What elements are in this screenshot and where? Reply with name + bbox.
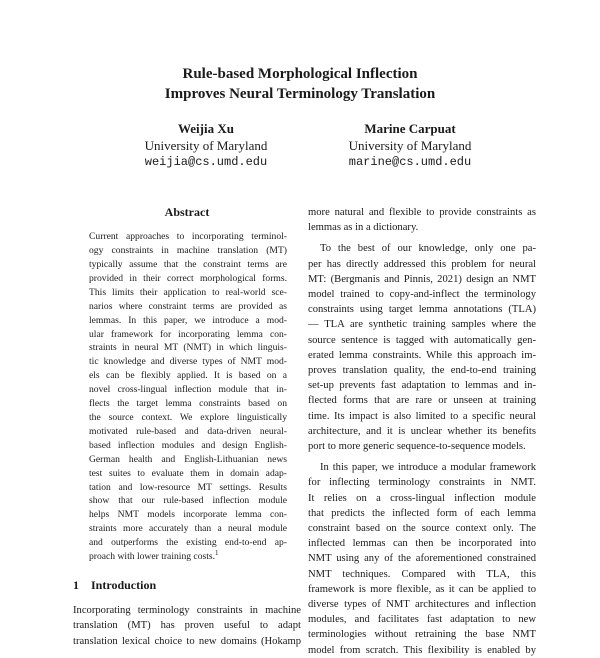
text-line: ular framework for incorporating lemma con- [89,328,287,340]
text-line: more natural and flexible to provide constraints as [308,207,536,218]
paper-title [0,64,600,104]
text-line: tation and low-resource MT settings. Results [89,481,287,493]
text-line: flected forms that are rare or unseen at training [308,395,536,407]
author-affiliation: University of Maryland [144,138,268,153]
text-line: It relies on a cross-lingual inflection module [308,492,536,504]
text-line: helps NMT models incorporate lemma con- [89,509,287,521]
text-line: NMT techniques. Compared with TLA, this [308,568,536,580]
text-line: proach with lower training costs.$^1$ [89,548,219,563]
text-line: — TLA are synthetic training samples where the [308,319,536,331]
text-line: that predicts the inflected form of each lemma [308,507,536,519]
text-line: NMT using any of the aforementioned constrained [308,553,536,565]
text-line: port to more generic sequence-to-sequence models. [308,441,526,453]
text-line: modules, and facilitates fast adaptation to new [308,614,536,626]
author-email: weijia@cs.umd.edu [144,155,268,169]
section-number: 1 [73,577,79,592]
text-line: Incorporating terminology constraints in machine [73,605,301,617]
text-line: source sentence is tagged with automatically gen- [308,334,536,346]
text-line: for inflecting terminology constraints in NMT. [308,477,536,489]
text-line: architecture, and it is unclear whether its benefits [308,425,536,437]
text-line: inflected lemmas can then be incorporated into [308,538,536,550]
author-name: Weijia Xu [178,121,234,136]
introduction-body [73,603,301,649]
paragraph-contribution [308,460,536,658]
text-line: erated lemma constraints. While this approach im- [308,349,536,361]
author-email: marine@cs.umd.edu [348,155,472,169]
right-column [308,205,536,658]
text-line: time. Its impact is also limited to a specific neural [308,410,536,422]
text-line: translation (MT) has proven useful to adapt [73,620,301,632]
footnote-marker[interactable]: 1 [215,548,219,557]
text-line: motivated rule-based and data-driven neural- [89,425,287,437]
text-line: ogy constraints in machine translation (MT) [89,245,287,257]
text-line: narios where constraint terms are provided as [89,300,287,312]
text-line: In this paper, we introduce a modular framework [320,462,536,474]
text-line: translation lexical choice to new domains (Hokamp [73,635,301,647]
text-line: per has directly addressed this problem for neural [308,258,536,270]
text-line: To the best of our knowledge, only one pa- [320,243,536,255]
text-line: based inflection modules and design English- [89,439,287,451]
text-line: Current approaches to incorporating terminol- [89,231,287,243]
author-name: Marine Carpuat [364,121,456,136]
section-heading-introduction [73,578,301,593]
text-line: terminologies without retraining the base NMT [308,629,536,641]
text-line: flects the target lemma constraints based on [89,398,287,410]
text-line: framework is more flexible, as it can be applied to [308,583,536,595]
text-line: typically assume that the constraint terms are [89,259,287,271]
text-line: set-up prevents fast adaptation to lemmas and in- [308,380,536,392]
paragraph-prior-work [308,241,536,454]
text-line: constraint based on the source context only. The [308,523,536,535]
author-block-2 [300,120,520,171]
left-column [73,205,301,649]
text-line: novel cross-lingual inflection module that in- [89,384,287,396]
paragraph-continued [308,205,536,235]
text-line: straints in neural MT (NMT) in which linguis- [89,342,287,354]
text-line: diverse types of NMT architectures and inflection [308,599,536,611]
text-line: straints more accurately than a neural module [89,523,287,535]
text-line: model from scratch. This flexibility is enabled by [308,644,536,656]
text-line: constraints using target lemma annotations (TLA) [308,304,536,316]
author-block-1 [96,120,316,171]
text-line: model trained to copy-and-inflect the terminology [308,289,536,301]
text-line: els can be flexibly applied. It is based on a [89,370,287,382]
text-line: provided in their correct morphological forms. [89,272,287,284]
text-line: the source context. We explore linguistically [89,411,287,423]
text-line: tic knowledge and diverse types of NMT mod- [89,356,287,368]
title-line-1: Rule-based Morphological Inflection [182,66,418,82]
text-line: This limits their application to real-world sce- [89,286,287,298]
abstract-body [73,230,301,564]
text-line: MT: (Bergmanis and Pinnis, 2021) design an NMT [308,273,536,285]
title-line-2: Improves Neural Terminology Translation [164,86,436,102]
abstract-heading: Abstract [164,205,210,219]
text-line: proves translation quality, the end-to-end training [308,365,536,377]
text-line: German health and English-Lithuanian news [89,453,287,465]
text-line: and outperforms the existing end-to-end ap- [89,537,287,549]
text-line: lemmas. In this paper, we introduce a mod- [89,314,287,326]
section-title: Introduction [91,577,157,592]
text-line: test suites to evaluate them in domain adap- [89,467,287,479]
text-line: lemmas as in a dictionary. [308,222,419,234]
author-affiliation: University of Maryland [348,138,472,153]
text-line: show that our rule-based inflection module [89,495,287,507]
